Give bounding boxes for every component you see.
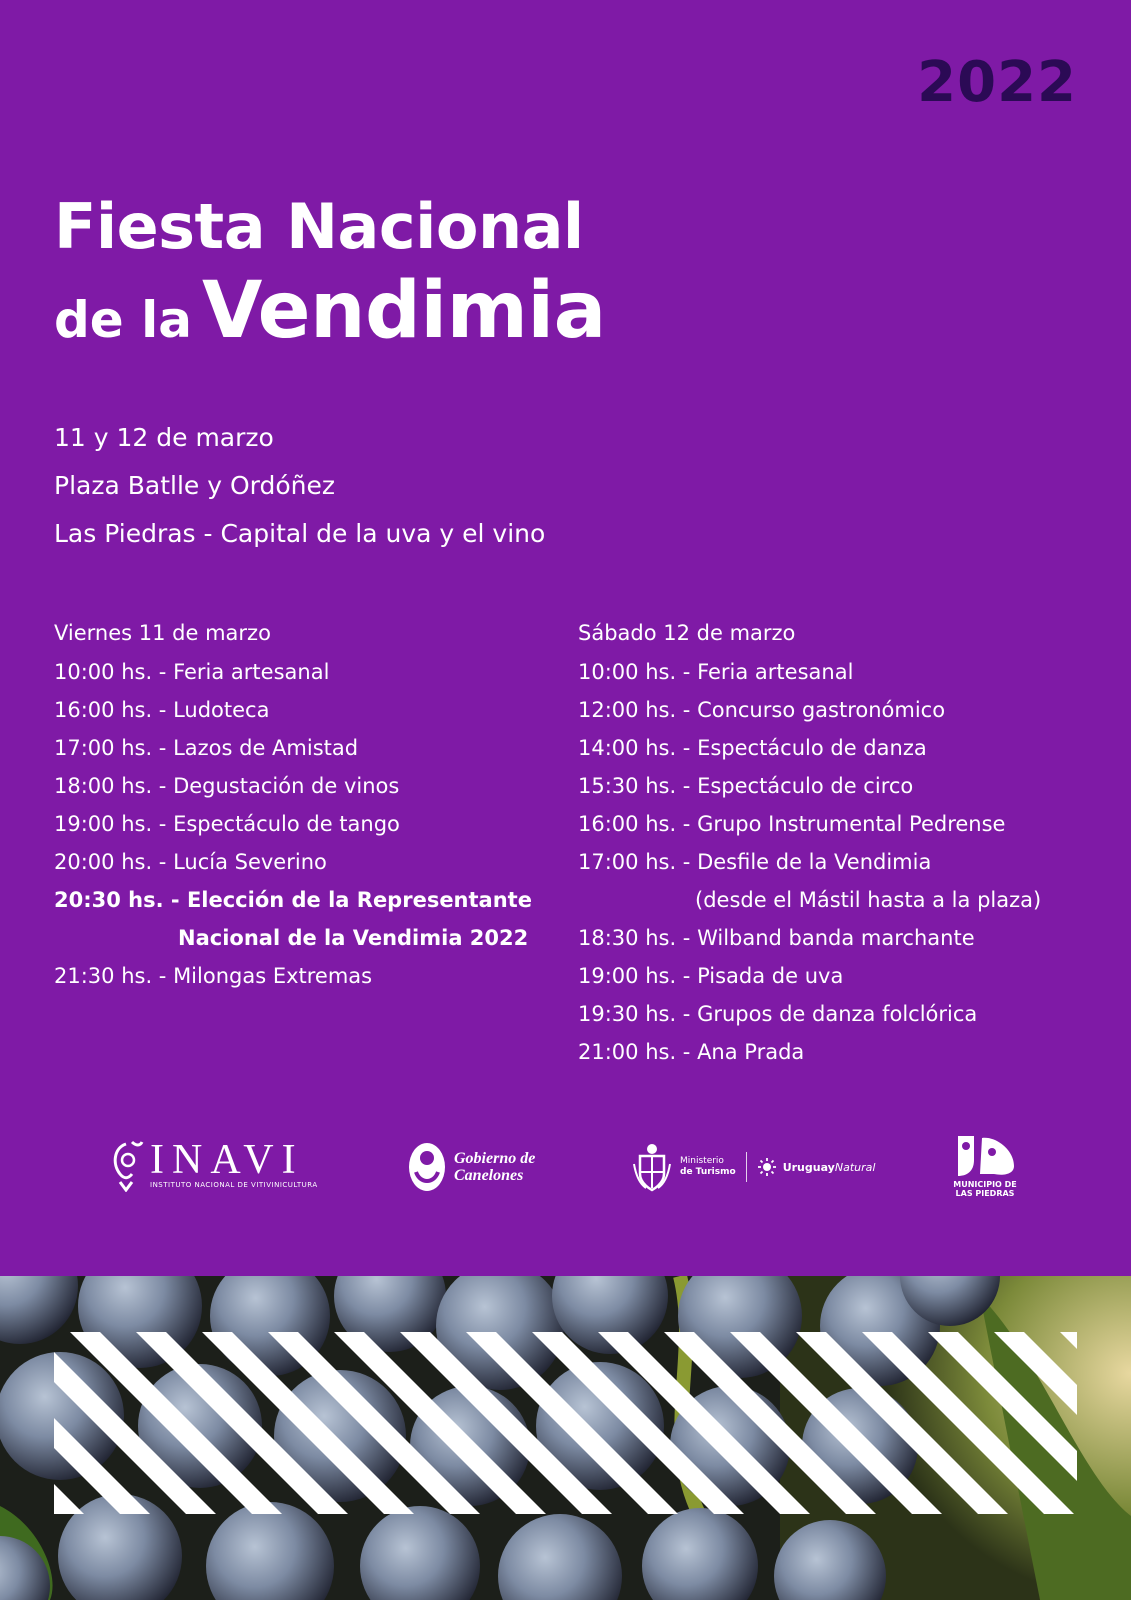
municipio-line-1: MUNICIPIO DE bbox=[953, 1180, 1017, 1189]
schedule-activity: Pisada de uva bbox=[697, 964, 844, 988]
schedule-separator: - bbox=[152, 850, 174, 874]
canelones-logo bbox=[408, 1142, 535, 1192]
schedule-time: 20:00 hs. bbox=[54, 850, 153, 874]
schedule-time: 15:30 hs. bbox=[578, 774, 677, 798]
schedule-activity-continued: (desde el Mástil hasta a la plaza) bbox=[695, 888, 1042, 912]
schedule-item bbox=[54, 767, 554, 805]
schedule-item bbox=[578, 995, 1098, 1033]
municipio-line-2: LAS PIEDRAS bbox=[955, 1189, 1015, 1198]
schedule-item bbox=[578, 653, 1098, 691]
logo-divider bbox=[746, 1152, 747, 1182]
event-dates: 11 y 12 de marzo bbox=[54, 423, 274, 452]
schedule-activity: Lucía Severino bbox=[173, 850, 327, 874]
schedule-separator: - bbox=[152, 812, 174, 836]
schedule-activity: Ana Prada bbox=[697, 1040, 805, 1064]
schedule-activity-continued: Nacional de la Vendimia 2022 bbox=[178, 926, 529, 950]
title-line-2 bbox=[54, 266, 606, 356]
schedule-heading: Viernes 11 de marzo bbox=[54, 621, 271, 645]
uruguay-brand-natural: Natural bbox=[834, 1160, 876, 1174]
schedule-time: 14:00 hs. bbox=[578, 736, 677, 760]
schedule-separator: - bbox=[152, 774, 174, 798]
schedule-item bbox=[578, 767, 1098, 805]
schedule-activity: Lazos de Amistad bbox=[173, 736, 359, 760]
canelones-emblem-icon bbox=[408, 1142, 446, 1192]
schedule-time: 17:00 hs. bbox=[54, 736, 153, 760]
schedule-activity: Feria artesanal bbox=[173, 660, 330, 684]
event-title bbox=[54, 190, 606, 356]
schedule-activity: Espectáculo de danza bbox=[697, 736, 927, 760]
schedule-item bbox=[54, 691, 554, 729]
schedule-time: 21:00 hs. bbox=[578, 1040, 677, 1064]
schedule-item bbox=[578, 691, 1098, 729]
schedule-time: 18:30 hs. bbox=[578, 926, 677, 950]
schedule-separator: - bbox=[676, 774, 698, 798]
schedule-heading: Sábado 12 de marzo bbox=[578, 621, 796, 645]
schedule-activity: Desfile de la Vendimia bbox=[697, 850, 932, 874]
schedule-item bbox=[54, 805, 554, 843]
turismo-line-2: de Turismo bbox=[680, 1167, 736, 1177]
schedule-item bbox=[54, 881, 554, 919]
schedule-list bbox=[54, 653, 554, 995]
schedule-separator: - bbox=[152, 964, 174, 988]
year-label: 2022 bbox=[917, 50, 1077, 115]
schedule-activity: Feria artesanal bbox=[697, 660, 854, 684]
schedule-item bbox=[578, 729, 1098, 767]
schedule-separator: - bbox=[676, 850, 698, 874]
title-line-1: Fiesta Nacional bbox=[54, 190, 584, 263]
schedule-list bbox=[578, 653, 1098, 1071]
schedule-separator: - bbox=[676, 1002, 698, 1026]
sponsor-logos bbox=[0, 1128, 1131, 1208]
schedule-activity: Espectáculo de circo bbox=[697, 774, 914, 798]
municipio-logo bbox=[952, 1132, 1018, 1198]
schedule-time: 10:00 hs. bbox=[54, 660, 153, 684]
schedule-time: 19:00 hs. bbox=[54, 812, 153, 836]
schedule-time: 19:30 hs. bbox=[578, 1002, 677, 1026]
schedule-time: 19:00 hs. bbox=[578, 964, 677, 988]
schedule-item bbox=[578, 805, 1098, 843]
schedule-time: 18:00 hs. bbox=[54, 774, 153, 798]
schedule-activity: Grupos de danza folclórica bbox=[697, 1002, 978, 1026]
schedule-separator: - bbox=[152, 660, 174, 684]
grapes-photo bbox=[0, 1276, 1131, 1600]
schedule-separator: - bbox=[676, 660, 698, 684]
uruguay-coat-of-arms-icon bbox=[632, 1142, 672, 1192]
schedule-time: 16:00 hs. bbox=[54, 698, 153, 722]
schedule-item bbox=[578, 843, 1098, 881]
schedule-activity: Wilband banda marchante bbox=[697, 926, 975, 950]
schedule-item bbox=[54, 843, 554, 881]
schedule-item bbox=[54, 957, 554, 995]
inavi-logo bbox=[106, 1138, 318, 1192]
schedule-item bbox=[54, 729, 554, 767]
turismo-line-1: Ministerio bbox=[680, 1156, 724, 1166]
schedule-item bbox=[578, 919, 1098, 957]
turismo-logo bbox=[632, 1142, 875, 1192]
schedule-time: 21:30 hs. bbox=[54, 964, 153, 988]
title-line-2-prefix: de la bbox=[54, 291, 192, 349]
schedule-time: 16:00 hs. bbox=[578, 812, 677, 836]
schedule-activity: Degustación de vinos bbox=[173, 774, 400, 798]
uruguay-brand: Uruguay bbox=[782, 1160, 835, 1174]
schedule-saturday bbox=[578, 614, 1098, 1071]
schedule-separator: - bbox=[676, 964, 698, 988]
event-place: Plaza Batlle y Ordóñez bbox=[54, 471, 335, 500]
event-info bbox=[54, 414, 545, 558]
schedule-time: 10:00 hs. bbox=[578, 660, 677, 684]
schedule-separator: - bbox=[676, 736, 698, 760]
municipio-emblem-icon bbox=[952, 1132, 1018, 1178]
schedule-activity: Milongas Extremas bbox=[173, 964, 373, 988]
schedule-time: 17:00 hs. bbox=[578, 850, 677, 874]
schedule-separator: - bbox=[676, 812, 698, 836]
schedule-separator: - bbox=[152, 736, 174, 760]
schedule-separator: - bbox=[676, 698, 698, 722]
inavi-name: INAVI bbox=[150, 1137, 304, 1183]
schedule-item bbox=[578, 957, 1098, 995]
schedule-separator: - bbox=[163, 888, 187, 912]
schedule-activity: Elección de la Representante bbox=[186, 888, 532, 912]
schedule-activity: Grupo Instrumental Pedrense bbox=[697, 812, 1006, 836]
title-line-2-main: Vendimia bbox=[202, 266, 606, 356]
schedule-activity: Ludoteca bbox=[173, 698, 270, 722]
schedule-separator: - bbox=[676, 1040, 698, 1064]
diagonal-stripe-band bbox=[0, 1332, 1131, 1514]
inavi-subtitle: INSTITUTO NACIONAL DE VITIVINICULTURA bbox=[150, 1181, 318, 1189]
canelones-line-2: Canelones bbox=[454, 1167, 524, 1184]
canelones-line-1: Gobierno de bbox=[454, 1150, 536, 1167]
sun-icon bbox=[757, 1157, 777, 1177]
schedule-item bbox=[578, 1033, 1098, 1071]
event-city: Las Piedras - Capital de la uva y el vino bbox=[54, 519, 546, 548]
schedule-activity: Espectáculo de tango bbox=[173, 812, 400, 836]
schedule-time: 20:30 hs. bbox=[54, 888, 164, 912]
schedule-separator: - bbox=[152, 698, 174, 722]
schedule-time: 12:00 hs. bbox=[578, 698, 677, 722]
schedule-item bbox=[54, 653, 554, 691]
schedule-activity: Concurso gastronómico bbox=[697, 698, 946, 722]
inavi-grape-icon bbox=[106, 1138, 146, 1192]
schedule-friday bbox=[54, 614, 554, 995]
schedule-separator: - bbox=[676, 926, 698, 950]
